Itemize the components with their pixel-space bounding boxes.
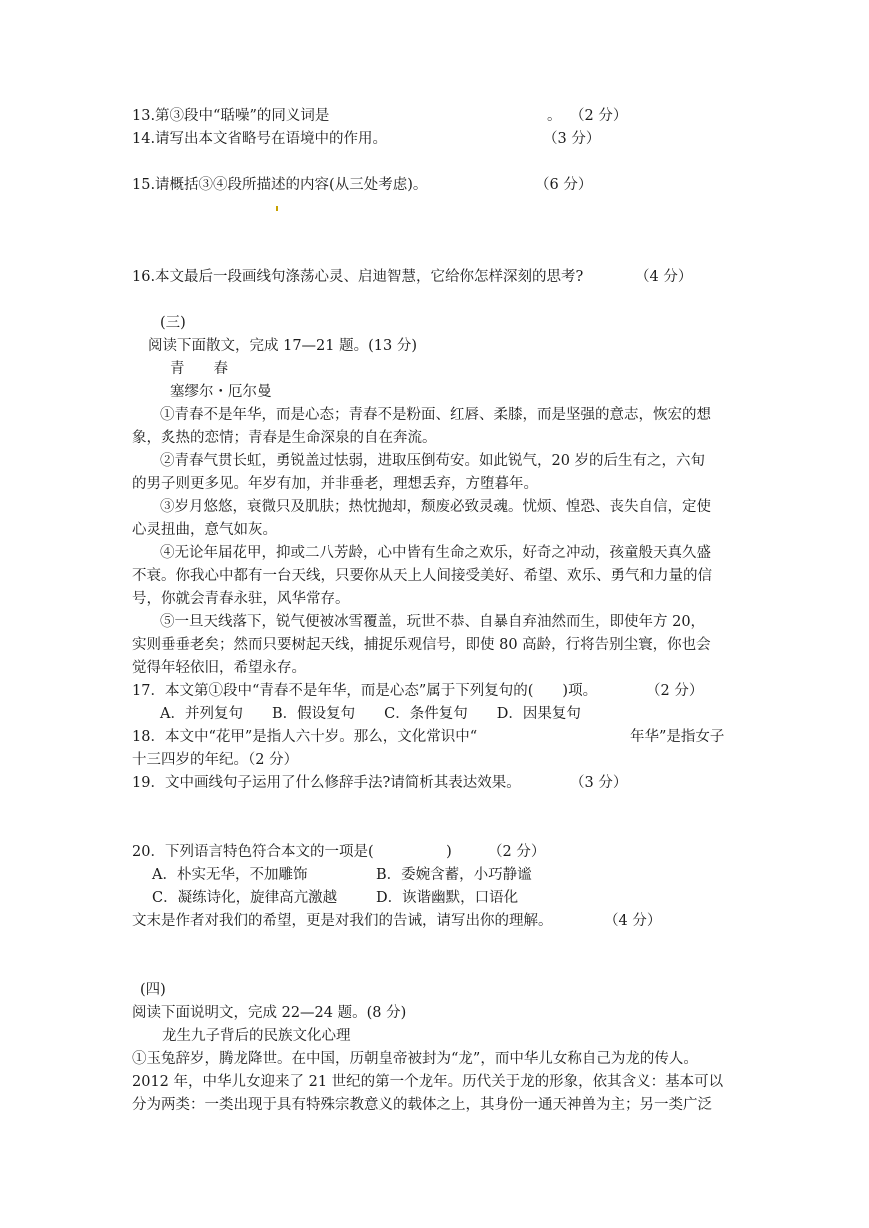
q20-option-d: D．诙谐幽默，口语化 bbox=[376, 890, 519, 906]
q21-text: 文末是作者对我们的希望，更是对我们的告诫，请写出你的理解。 bbox=[132, 913, 553, 929]
q18-text-cont: 十三四岁的年纪。（2 分） bbox=[132, 752, 299, 768]
essay-line: 的男子则更多见。年岁有加，并非垂老，理想丢弃，方堕暮年。 bbox=[132, 476, 538, 492]
q16-text: 16.本文最后一段画线句涤荡心灵、启迪智慧，它给你怎样深刻的思考? bbox=[132, 269, 584, 285]
q20-score: （2 分） bbox=[488, 844, 546, 860]
q17-text: 17．本文第①段中“青春不是年华，而是心态”属于下列复句的( )项。 bbox=[132, 683, 598, 699]
q14-text: 14.请写出本文省略号在语境中的作用。 bbox=[132, 131, 388, 147]
q20-text: 20．下列语言特色符合本文的一项是( ) bbox=[132, 844, 452, 860]
section4-instruction: 阅读下面说明文，完成 22—24 题。(8 分) bbox=[132, 1005, 407, 1021]
q14-score: （3 分） bbox=[543, 131, 601, 147]
essay-line: ④无论年届花甲，抑或二八芳龄，心中皆有生命之欢乐，好奇之冲动，孩童般天真久盛 bbox=[160, 545, 711, 561]
q20-option-b: B．委婉含蓄，小巧静谧 bbox=[376, 867, 532, 883]
essay-line: 号，你就会青春永驻，风华常存。 bbox=[132, 591, 350, 607]
q13-score: （2 分） bbox=[570, 108, 628, 124]
essay-line: ①青春不是年华，而是心态；青春不是粉面、红唇、柔膝，而是坚强的意志，恢宏的想 bbox=[160, 407, 711, 423]
q19-text: 19．文中画线句子运用了什么修辞手法?请简析其表达效果。 bbox=[132, 775, 521, 791]
q21-score: （4 分） bbox=[604, 913, 662, 929]
essay-line: ⑤一旦天线落下，锐气便被冰雪覆盖，玩世不恭、自暴自弃油然而生，即使年方 20， bbox=[160, 614, 706, 630]
essay-line: ③岁月悠悠，衰微只及肌肤；热忱抛却，颓废必致灵魂。忧烦、惶恐、丧失自信，定使 bbox=[160, 499, 711, 515]
essay-line: 象，炙热的恋情；青春是生命深泉的自在奔流。 bbox=[132, 430, 437, 446]
essay-title: 青 春 bbox=[170, 361, 228, 377]
q15-text: 15.请概括③④段所描述的内容(从三处考虑)。 bbox=[132, 177, 428, 193]
section4-heading: (四) bbox=[140, 982, 166, 998]
article-line: ①玉兔辞岁，腾龙降世。在中国，历朝皇帝被封为“龙”，而中华儿女称自己为龙的传人。 bbox=[132, 1051, 698, 1067]
q15-score: （6 分） bbox=[535, 177, 593, 193]
q16-score: （4 分） bbox=[635, 269, 693, 285]
section3-instruction: 阅读下面散文，完成 17—21 题。(13 分) bbox=[148, 338, 417, 354]
essay-line: 实则垂垂老矣；然而只要树起天线，捕捉乐观信号，即使 80 高龄，行将告别尘寰，你也会 bbox=[132, 637, 711, 653]
q20-option-a: A．朴实无华，不加雕饰 bbox=[152, 867, 308, 883]
q17-score: （2 分） bbox=[646, 683, 704, 699]
q13-text: 13.第③段中“聒噪”的同义词是 bbox=[132, 108, 330, 124]
q20-option-c: C．凝练诗化，旋律高亢激越 bbox=[152, 890, 338, 906]
essay-line: 心灵扭曲，意气如灰。 bbox=[132, 522, 277, 538]
essay-line: 不衰。你我心中都有一台天线，只要你从天上人间接受美好、希望、欢乐、勇气和力量的信 bbox=[132, 568, 712, 584]
article-title: 龙生九子背后的民族文化心理 bbox=[162, 1028, 351, 1044]
q17-options: A．并列复句 B．假设复句 C．条件复句 D．因果复句 bbox=[160, 706, 581, 722]
article-line: 2012 年，中华儿女迎来了 21 世纪的第一个龙年。历代关于龙的形象，依其含义：基本可以 bbox=[132, 1074, 724, 1090]
ink-speck bbox=[276, 206, 278, 211]
essay-author: 塞缪尔・厄尔曼 bbox=[170, 384, 272, 400]
essay-line: ②青春气贯长虹，勇锐盖过怯弱，进取压倒苟安。如此锐气，20 岁的后生有之，六旬 bbox=[160, 453, 706, 469]
q18-text: 18．本文中“花甲”是指人六十岁。那么，文化常识中“ bbox=[132, 729, 478, 745]
article-line: 分为两类：一类出现于具有特殊宗教意义的载体之上，其身份一通天神兽为主；另一类广泛 bbox=[132, 1097, 712, 1113]
section3-heading: (三) bbox=[160, 315, 186, 331]
q13-blank-end: 。 bbox=[547, 108, 562, 124]
q19-score: （3 分） bbox=[570, 775, 628, 791]
q18-text-end: 年华”是指女子 bbox=[630, 729, 725, 745]
essay-line: 觉得年轻依旧，希望永存。 bbox=[132, 660, 306, 676]
